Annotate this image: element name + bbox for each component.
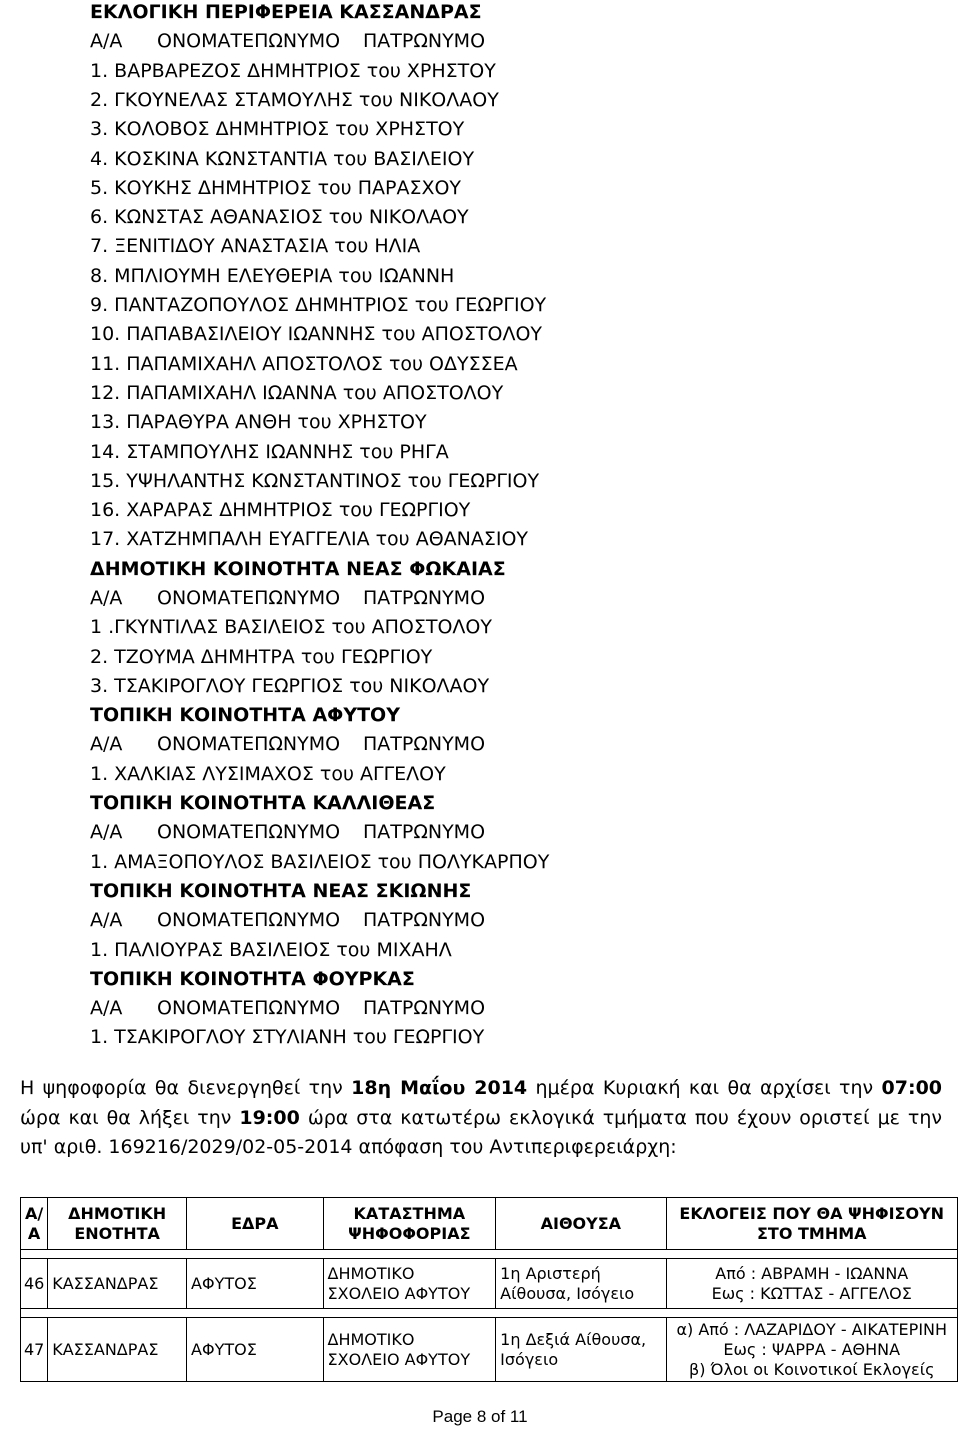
- list-item: 10. ΠΑΠΑΒΑΣΙΛΕΙΟΥ ΙΩΑΝΝΗΣ του ΑΠΟΣΤΟΛΟΥ: [90, 323, 543, 345]
- header-father: ΠΑΤΡΩΝΥΜΟ: [363, 909, 486, 931]
- header-voters: ΕΚΛΟΓΕΙΣ ΠΟΥ ΘΑ ΨΗΦΙΣΟΥΝ ΣΤΟ ΤΜΗΜΑ: [666, 1198, 958, 1250]
- list-item: 5. ΚΟΥΚΗΣ ΔΗΜΗΤΡΙΟΣ του ΠΑΡΑΣΧΟΥ: [90, 177, 462, 199]
- list-column-header: [90, 732, 485, 756]
- paragraph-text: ώρα στα κατωτέρω εκλογικά τμήματα που έχουν οριστεί με την υπ' αριθ. 169216/2029/02-05-2014 απόφαση του Αντιπεριφερειάρχη:: [20, 1106, 943, 1158]
- list-item: 16. ΧΑΡΑΡΑΣ ΔΗΜΗΤΡΙΟΣ του ΓΕΩΡΓΙΟΥ: [90, 499, 471, 521]
- list-column-header: [90, 820, 485, 844]
- paragraph-text: ημέρα Κυριακή και θα αρχίσει την: [527, 1077, 882, 1099]
- header-seat: ΕΔΡΑ: [187, 1198, 323, 1250]
- table-spacer: [21, 1309, 958, 1318]
- header-name: ΟΝΟΜΑΤΕΠΩΝΥΜΟ: [157, 587, 341, 609]
- header-aa: Α/Α: [90, 587, 123, 609]
- end-time: 19:00: [239, 1106, 300, 1129]
- list-item: 11. ΠΑΠΑΜΙΧΑΗΛ ΑΠΟΣΤΟΛΟΣ του ΟΔΥΣΣΕΑ: [90, 353, 518, 375]
- header-aa: Α/Α: [90, 30, 123, 52]
- section-title: ΤΟΠΙΚΗ ΚΟΙΝΟΤΗΤΑ ΝΕΑΣ ΣΚΙΩΝΗΣ: [90, 880, 472, 902]
- list-item: 7. ΞΕΝΙΤΙΔΟΥ ΑΝΑΣΤΑΣΙΑ του ΗΛΙΑ: [90, 235, 421, 257]
- list-item: 6. ΚΩΝΣΤΑΣ ΑΘΑΝΑΣΙΟΣ του ΝΙΚΟΛΑΟΥ: [90, 206, 469, 228]
- cell-seat: ΑΦΥΤΟΣ: [187, 1318, 323, 1382]
- header-father: ΠΑΤΡΩΝΥΜΟ: [363, 30, 486, 52]
- list-item: 17. ΧΑΤΖΗΜΠΑΛΗ ΕΥΑΓΓΕΛΙΑ του ΑΘΑΝΑΣΙΟΥ: [90, 528, 529, 550]
- list-item: 14. ΣΤΑΜΠΟΥΛΗΣ ΙΩΑΝΝΗΣ του ΡΗΓΑ: [90, 441, 449, 463]
- header-name: ΟΝΟΜΑΤΕΠΩΝΥΜΟ: [157, 997, 341, 1019]
- header-aa: Α/Α: [90, 821, 123, 843]
- header-hall: ΑΙΘΟΥΣΑ: [496, 1198, 666, 1250]
- table-header-row: [21, 1198, 958, 1250]
- list-item: 4. ΚΟΣΚΙΝΑ ΚΩΝΣΤΑΝΤΙΑ του ΒΑΣΙΛΕΙΟΥ: [90, 148, 475, 170]
- list-item: 12. ΠΑΠΑΜΙΧΑΗΛ ΙΩΑΝΝΑ του ΑΠΟΣΤΟΛΟΥ: [90, 382, 504, 404]
- list-item: 1. ΒΑΡΒΑΡΕΖΟΣ ΔΗΜΗΤΡΙΟΣ του ΧΡΗΣΤΟΥ: [90, 60, 496, 82]
- header-father: ΠΑΤΡΩΝΥΜΟ: [363, 733, 486, 755]
- header-name: ΟΝΟΜΑΤΕΠΩΝΥΜΟ: [157, 30, 341, 52]
- list-item: 9. ΠΑΝΤΑΖΟΠΟΥΛΟΣ ΔΗΜΗΤΡΙΟΣ του ΓΕΩΡΓΙΟΥ: [90, 294, 547, 316]
- list-item: 3. ΚΟΛΟΒΟΣ ΔΗΜΗΤΡΙΟΣ του ΧΡΗΣΤΟΥ: [90, 118, 465, 140]
- page-number: Page 8 of 11: [432, 1407, 528, 1426]
- cell-unit: ΚΑΣΣΑΝΔΡΑΣ: [48, 1318, 187, 1382]
- list-item: 1. ΤΣΑΚΙΡΟΓΛΟΥ ΣΤΥΛΙΑΝΗ του ΓΕΩΡΓΙΟΥ: [90, 1026, 485, 1048]
- header-father: ΠΑΤΡΩΝΥΜΟ: [363, 587, 486, 609]
- header-name: ΟΝΟΜΑΤΕΠΩΝΥΜΟ: [157, 821, 341, 843]
- paragraph-text: Η ψηφοφορία θα διενεργηθεί την: [20, 1077, 352, 1099]
- list-item: 1. ΧΑΛΚΙΑΣ ΛΥΣΙΜΑΧΟΣ του ΑΓΓΕΛΟΥ: [90, 763, 446, 785]
- cell-voters: [666, 1318, 958, 1382]
- header-name: ΟΝΟΜΑΤΕΠΩΝΥΜΟ: [157, 733, 341, 755]
- voters-to: Εως : ΨΑΡΡΑ - ΑΘΗΝΑ: [723, 1339, 901, 1359]
- voters-to: Εως : ΚΩΤΤΑΣ - ΑΓΓΕΛΟΣ: [711, 1283, 912, 1303]
- voters-from: α) Από : ΛΑΖΑΡΙΔΟΥ - ΑΙΚΑΤΕΡΙΝΗ: [676, 1319, 948, 1339]
- header-aa: Α/Α: [90, 909, 123, 931]
- header-unit: ΔΗΜΟΤΙΚΗ ΕΝΟΤΗΤΑ: [48, 1198, 187, 1250]
- table-spacer: [21, 1250, 958, 1259]
- list-item: 13. ΠΑΡΑΘΥΡΑ ΑΝΘΗ του ΧΡΗΣΤΟΥ: [90, 411, 427, 433]
- table-row: [21, 1318, 958, 1382]
- header-aa: Α/Α: [90, 997, 123, 1019]
- list-item: 2. ΓΚΟΥΝΕΛΑΣ ΣΤΑΜΟΥΛΗΣ του ΝΙΚΟΛΑΟΥ: [90, 89, 499, 111]
- section-title: ΤΟΠΙΚΗ ΚΟΙΝΟΤΗΤΑ ΦΟΥΡΚΑΣ: [90, 968, 415, 990]
- list-item: 8. ΜΠΛΙΟΥΜΗ ΕΛΕΥΘΕΡΙΑ του ΙΩΑΝΝΗ: [90, 265, 455, 287]
- cell-hall: 1η Αριστερή Αίθουσα, Ισόγειο: [496, 1259, 666, 1309]
- header-father: ΠΑΤΡΩΝΥΜΟ: [363, 997, 486, 1019]
- cell-aa: 47: [21, 1318, 48, 1382]
- list-column-header: [90, 586, 485, 610]
- election-date: 18η Μαΐου 2014: [351, 1077, 528, 1099]
- paragraph-text: ώρα και θα λήξει την: [20, 1106, 240, 1129]
- polling-stations-table: [20, 1197, 958, 1382]
- cell-store: ΔΗΜΟΤΙΚΟ ΣΧΟΛΕΙΟ ΑΦΥΤΟΥ: [323, 1259, 496, 1309]
- section-title: ΤΟΠΙΚΗ ΚΟΙΝΟΤΗΤΑ ΚΑΛΛΙΘΕΑΣ: [90, 792, 436, 814]
- voters-all: β) Όλοι οι Κοινοτικοί Εκλογείς: [689, 1359, 935, 1379]
- section-title: ΤΟΠΙΚΗ ΚΟΙΝΟΤΗΤΑ ΑΦΥΤΟΥ: [90, 704, 400, 726]
- table-row: [21, 1259, 958, 1309]
- start-time: 07:00: [881, 1077, 943, 1099]
- list-column-header: [90, 996, 485, 1020]
- list-item: 1 .ΓΚΥΝΤΙΛΑΣ ΒΑΣΙΛΕΙΟΣ του ΑΠΟΣΤΟΛΟΥ: [90, 616, 492, 638]
- list-item: 3. ΤΣΑΚΙΡΟΓΛΟΥ ΓΕΩΡΓΙΟΣ του ΝΙΚΟΛΑΟΥ: [90, 675, 490, 697]
- list-item: 1. ΑΜΑΞΟΠΟΥΛΟΣ ΒΑΣΙΛΕΙΟΣ του ΠΟΛΥΚΑΡΠΟΥ: [90, 851, 550, 873]
- list-item: 2. ΤΖΟΥΜΑ ΔΗΜΗΤΡΑ του ΓΕΩΡΓΙΟΥ: [90, 646, 433, 668]
- cell-seat: ΑΦΥΤΟΣ: [187, 1259, 323, 1309]
- header-name: ΟΝΟΜΑΤΕΠΩΝΥΜΟ: [157, 909, 341, 931]
- list-item: 15. ΥΨΗΛΑΝΤΗΣ ΚΩΝΣΤΑΝΤΙΝΟΣ του ΓΕΩΡΓΙΟΥ: [90, 470, 540, 492]
- header-aa: Α/Α: [90, 733, 123, 755]
- header-store: ΚΑΤΑΣΤΗΜΑ ΨΗΦΟΦΟΡΙΑΣ: [323, 1198, 496, 1250]
- cell-hall: 1η Δεξιά Αίθουσα, Ισόγειο: [496, 1318, 666, 1382]
- section-title: ΔΗΜΟΤΙΚΗ ΚΟΙΝΟΤΗΤΑ ΝΕΑΣ ΦΩΚΑΙΑΣ: [90, 558, 506, 580]
- list-item: 1. ΠΑΛΙΟΥΡΑΣ ΒΑΣΙΛΕΙΟΣ του ΜΙΧΑΗΛ: [90, 939, 452, 961]
- voters-from: Από : ΑΒΡΑΜΗ - ΙΩΑΝΝΑ: [715, 1263, 909, 1283]
- cell-voters: [666, 1259, 958, 1309]
- list-column-header: [90, 908, 485, 932]
- cell-aa: 46: [21, 1259, 48, 1309]
- cell-unit: ΚΑΣΣΑΝΔΡΑΣ: [48, 1259, 187, 1309]
- cell-store: ΔΗΜΟΤΙΚΟ ΣΧΟΛΕΙΟ ΑΦΥΤΟΥ: [323, 1318, 496, 1382]
- section-title: ΕΚΛΟΓΙΚΗ ΠΕΡΙΦΕΡΕΙΑ ΚΑΣΣΑΝΔΡΑΣ: [90, 1, 482, 23]
- header-father: ΠΑΤΡΩΝΥΜΟ: [363, 821, 486, 843]
- list-column-header: [90, 29, 485, 53]
- header-aa: Α/Α: [21, 1198, 48, 1250]
- election-paragraph: [20, 1074, 942, 1163]
